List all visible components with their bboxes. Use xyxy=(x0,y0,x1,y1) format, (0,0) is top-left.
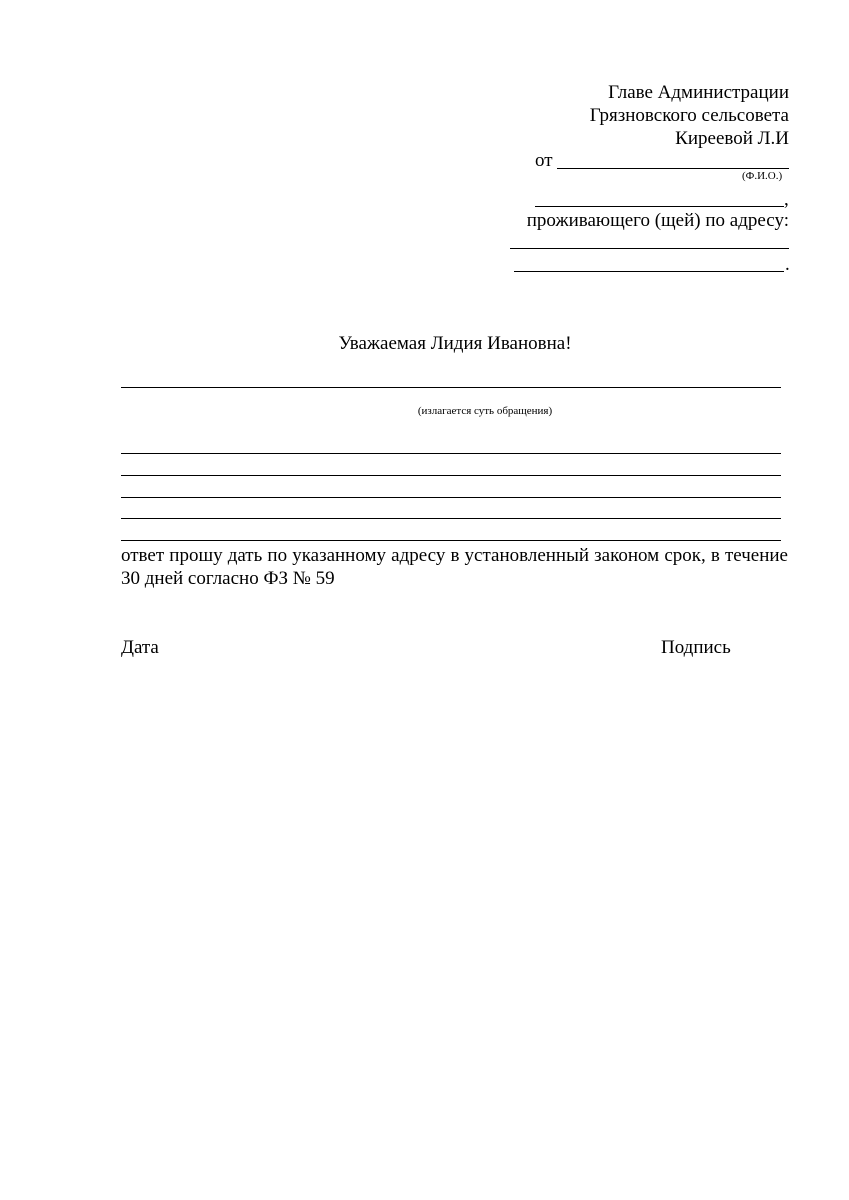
recipient-organization: Грязновского сельсовета xyxy=(589,105,789,126)
signature-label: Подпись xyxy=(661,637,731,658)
content-caption: (излагается суть обращения) xyxy=(417,405,553,417)
from-label: от xyxy=(535,150,553,171)
request-text: ответ прошу дать по указанному адресу в установленный законом срок, в течение 30 дней согласно ФЗ № 59 xyxy=(121,545,788,589)
content-line-1[interactable] xyxy=(121,387,781,388)
fio-caption: (Ф.И.О.) xyxy=(742,170,783,182)
content-line-3[interactable] xyxy=(121,475,781,476)
content-line-4[interactable] xyxy=(121,497,781,498)
date-label: Дата xyxy=(121,637,159,658)
address-line-2[interactable] xyxy=(514,271,784,272)
period-mark: . xyxy=(785,254,790,275)
content-line-2[interactable] xyxy=(121,453,781,454)
content-line-6[interactable] xyxy=(121,540,781,541)
sender-name-line-2[interactable] xyxy=(535,206,784,207)
salutation: Уважаемая Лидия Ивановна! xyxy=(338,333,572,354)
recipient-title: Главе Администрации xyxy=(608,82,789,103)
recipient-name: Киреевой Л.И xyxy=(675,128,789,149)
sender-name-line[interactable] xyxy=(557,168,789,169)
content-line-5[interactable] xyxy=(121,518,781,519)
comma-mark: , xyxy=(784,189,789,210)
address-label: проживающего (щей) по адресу: xyxy=(526,210,789,231)
address-line-1[interactable] xyxy=(510,248,789,249)
